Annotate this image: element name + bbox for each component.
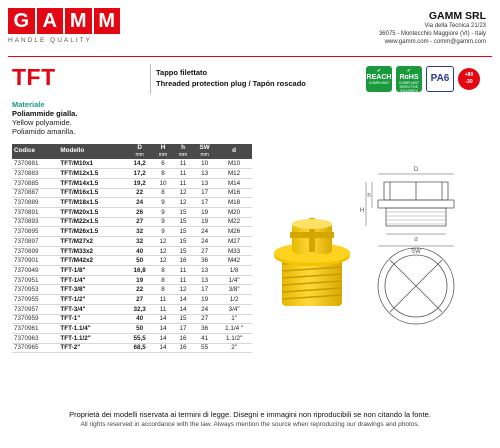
table-cell: 19 xyxy=(193,295,216,305)
table-header-row xyxy=(12,144,252,159)
table-row xyxy=(12,343,252,353)
table-cell: 7370951 xyxy=(12,275,58,285)
table-cell: 68,5 xyxy=(126,343,152,353)
table-cell: TFT/M14x1.5 xyxy=(58,178,126,188)
table-cell: 13 xyxy=(193,275,216,285)
material-en: Yellow polyamide. xyxy=(12,118,72,127)
certification-badges xyxy=(366,66,480,92)
table-cell: TFT-1/2" xyxy=(58,295,126,305)
company-address: Via della Tecnica 21/23 xyxy=(424,23,486,29)
table-cell: M18 xyxy=(216,198,252,208)
table-row xyxy=(12,275,252,285)
table-cell: 15 xyxy=(173,237,193,247)
table-cell: TFT-3/4" xyxy=(58,304,126,314)
table-row xyxy=(12,169,252,179)
table-row xyxy=(12,227,252,237)
table-cell: 17 xyxy=(193,188,216,198)
table-row xyxy=(12,217,252,227)
table-cell: 12 xyxy=(153,256,173,266)
table-cell: 12 xyxy=(173,285,193,295)
table-cell: 7370899 xyxy=(12,246,58,256)
reach-sub: COMPLIANT xyxy=(368,81,390,85)
technical-drawing xyxy=(356,160,476,340)
col-header: SW mm xyxy=(193,144,216,159)
table-row xyxy=(12,237,252,247)
table-cell: 9 xyxy=(153,217,173,227)
table-cell: TFT-1.1/4" xyxy=(58,324,126,334)
table-cell: 17 xyxy=(193,198,216,208)
table-cell: 50 xyxy=(126,324,152,334)
table-cell: 8 xyxy=(153,169,173,179)
table-row xyxy=(12,198,252,208)
table-cell: 14 xyxy=(153,343,173,353)
table-cell: 8 xyxy=(153,188,173,198)
table-cell: 40 xyxy=(126,314,152,324)
table-cell: 11 xyxy=(173,169,193,179)
table-cell: 7370897 xyxy=(12,237,58,247)
table-cell: 22 xyxy=(126,188,152,198)
table-cell: TFT/M20x1.5 xyxy=(58,207,126,217)
check-icon: ✔ xyxy=(376,68,382,74)
table-cell: TFT-1/8" xyxy=(58,266,126,276)
table-cell: 3/8" xyxy=(216,285,252,295)
table-cell: 14 xyxy=(153,314,173,324)
table-cell: 7370883 xyxy=(12,169,58,179)
company-web: www.gamm.com - comm@gamm.com xyxy=(384,39,486,45)
table-cell: 32 xyxy=(126,237,152,247)
logo-tagline: HANDLE QUALITY xyxy=(8,37,92,44)
table-cell: 24 xyxy=(193,227,216,237)
table-cell: 15 xyxy=(173,217,193,227)
table-cell: TFT/M12x1.5 xyxy=(58,169,126,179)
table-cell: 14,2 xyxy=(126,159,152,169)
dim-label-SW: SW xyxy=(411,249,421,255)
table-row xyxy=(12,285,252,295)
logo-letter: M xyxy=(94,8,121,34)
table-cell: 15 xyxy=(173,207,193,217)
table-row xyxy=(12,314,252,324)
table-cell: 7370963 xyxy=(12,333,58,343)
check-icon: ✔ xyxy=(406,68,412,74)
table-cell: 24 xyxy=(126,198,152,208)
header-divider xyxy=(8,56,492,57)
table-cell: 3/4" xyxy=(216,304,252,314)
table-cell: TFT/M10x1 xyxy=(58,159,126,169)
material-badge: PA6 xyxy=(426,66,454,92)
table-row xyxy=(12,304,252,314)
footer-english: All rights reserved in accordance with the law. Always mention the source when reproducing our drawings and photos. xyxy=(80,421,420,428)
table-body xyxy=(12,159,252,353)
table-cell: 7370885 xyxy=(12,178,58,188)
logo-letter: M xyxy=(65,8,92,34)
table-row xyxy=(12,256,252,266)
table-cell: 1/8 xyxy=(216,266,252,276)
table-cell: 24 xyxy=(193,304,216,314)
footer-italian: Proprietà dei modelli riservata ai termini di legge. Disegni e immagini non riproducibili se non citando la fonte. xyxy=(69,410,431,419)
logo-wordmark xyxy=(8,8,120,34)
table-cell: 11 xyxy=(173,266,193,276)
table-cell: 8 xyxy=(153,275,173,285)
table-cell: 26 xyxy=(126,207,152,217)
table-cell: 7370901 xyxy=(12,256,58,266)
dim-label-h: h xyxy=(367,193,371,199)
company-name: GAMM SRL xyxy=(428,10,486,22)
col-header: Codice xyxy=(12,144,58,159)
table-cell: 15 xyxy=(173,227,193,237)
table-cell: TFT-2" xyxy=(58,343,126,353)
table-cell: 1.1/4 " xyxy=(216,324,252,334)
table-cell: 1/4" xyxy=(216,275,252,285)
product-title-it: Tappo filettato xyxy=(156,68,208,77)
table-row xyxy=(12,207,252,217)
table-cell: TFT-1/4" xyxy=(58,275,126,285)
table-cell: TFT/M33x2 xyxy=(58,246,126,256)
table-cell: 27 xyxy=(193,314,216,324)
reach-label: REACH xyxy=(366,74,392,81)
table-cell: M12 xyxy=(216,169,252,179)
table-cell: 9 xyxy=(153,207,173,217)
table-cell: 16 xyxy=(173,256,193,266)
table-row xyxy=(12,295,252,305)
table-cell: 27 xyxy=(126,217,152,227)
table-cell: 32 xyxy=(126,227,152,237)
table-cell: M22 xyxy=(216,217,252,227)
table-cell: TFT/M18x1.5 xyxy=(58,198,126,208)
table-cell: 7370887 xyxy=(12,188,58,198)
table-cell: M16 xyxy=(216,188,252,198)
table-row xyxy=(12,188,252,198)
table-cell: TFT/M26x1.5 xyxy=(58,227,126,237)
table-cell: 1.1/2" xyxy=(216,333,252,343)
table-cell: 7370961 xyxy=(12,324,58,334)
table-cell: 55 xyxy=(193,343,216,353)
table-cell: TFT-1" xyxy=(58,314,126,324)
company-city: 36075 - Montecchio Maggiore (VI) - Italy xyxy=(378,31,486,37)
table-cell: 14 xyxy=(173,304,193,314)
table-cell: 11 xyxy=(173,159,193,169)
table-cell: 8 xyxy=(153,266,173,276)
table-cell: 24 xyxy=(193,237,216,247)
table-cell: M33 xyxy=(216,246,252,256)
table-cell: 14 xyxy=(153,333,173,343)
product-titles xyxy=(156,68,306,89)
logo-letter: A xyxy=(37,8,64,34)
table-cell: 36 xyxy=(193,256,216,266)
table-cell: 16 xyxy=(173,333,193,343)
table-cell: 2" xyxy=(216,343,252,353)
table-cell: TFT-1.1/2" xyxy=(58,333,126,343)
col-header: h mm xyxy=(173,144,193,159)
material-es: Poliamido amarilla. xyxy=(12,127,76,136)
table-cell: 15 xyxy=(173,314,193,324)
table-cell: TFT/M27x2 xyxy=(58,237,126,247)
table-cell: M20 xyxy=(216,207,252,217)
table-cell: 15 xyxy=(173,246,193,256)
table-cell: 16,8 xyxy=(126,266,152,276)
table-row xyxy=(12,178,252,188)
table-cell: 36 xyxy=(193,324,216,334)
table-cell: M26 xyxy=(216,227,252,237)
table-cell: TFT/M22x1.5 xyxy=(58,217,126,227)
table-cell: 40 xyxy=(126,246,152,256)
table-cell: TFT/M16x1.5 xyxy=(58,188,126,198)
table-cell: 13 xyxy=(193,169,216,179)
table-cell: 27 xyxy=(126,295,152,305)
table-cell: 14 xyxy=(173,295,193,305)
table-cell: 11 xyxy=(173,275,193,285)
table-cell: 6 xyxy=(153,159,173,169)
title-divider xyxy=(150,64,151,94)
table-cell: 1/2 xyxy=(216,295,252,305)
dim-label-H: H xyxy=(359,208,365,214)
table-cell: 17 xyxy=(173,324,193,334)
table-cell: 13 xyxy=(193,178,216,188)
dim-label-d: d xyxy=(414,237,418,243)
table-cell: 22 xyxy=(126,285,152,295)
table-cell: 27 xyxy=(193,246,216,256)
table-cell: 19 xyxy=(126,275,152,285)
table-cell: 7370881 xyxy=(12,159,58,169)
table-cell: 19 xyxy=(193,207,216,217)
rohs-sub: COMPLIANT DIRECTIVE 2011/65/EU xyxy=(398,81,420,93)
table-cell: 11 xyxy=(153,304,173,314)
table-cell: 17,2 xyxy=(126,169,152,179)
table-cell: M14 xyxy=(216,178,252,188)
material-heading: Materiale xyxy=(12,100,45,109)
table-row xyxy=(12,266,252,276)
table-cell: M42 xyxy=(216,256,252,266)
table-cell: 41 xyxy=(193,333,216,343)
temp-min: -30 xyxy=(465,79,473,85)
table-cell: 1" xyxy=(216,314,252,324)
product-title-en: Threaded protection plug / Tapón roscado xyxy=(156,78,306,88)
table-cell: 7370959 xyxy=(12,314,58,324)
product-code: TFT xyxy=(12,64,56,90)
table-cell: 8 xyxy=(153,285,173,295)
table-cell: 10 xyxy=(193,159,216,169)
table-cell: M10 xyxy=(216,159,252,169)
table-cell: 7370965 xyxy=(12,343,58,353)
rohs-label: RoHS xyxy=(399,74,419,81)
company-info xyxy=(379,10,486,46)
table-cell: TFT-3/8" xyxy=(58,285,126,295)
reach-badge xyxy=(366,66,392,92)
table-cell: 7370891 xyxy=(12,207,58,217)
gamm-logo xyxy=(8,8,120,44)
table-cell: 13 xyxy=(193,266,216,276)
table-cell: M27 xyxy=(216,237,252,247)
table-cell: 7370957 xyxy=(12,304,58,314)
table-row xyxy=(12,159,252,169)
table-cell: 55,5 xyxy=(126,333,152,343)
material-it: Poliammide gialla. xyxy=(12,109,78,118)
table-cell: 32,3 xyxy=(126,304,152,314)
table-cell: 7370889 xyxy=(12,198,58,208)
material-section xyxy=(12,100,77,136)
table-cell: 10 xyxy=(153,178,173,188)
table-cell: 19 xyxy=(193,217,216,227)
spec-table xyxy=(12,144,252,353)
table-cell: 11 xyxy=(173,178,193,188)
product-photo xyxy=(268,212,356,316)
table-cell: 12 xyxy=(173,198,193,208)
table-cell: 19,2 xyxy=(126,178,152,188)
logo-letter: G xyxy=(8,8,35,34)
table-row xyxy=(12,246,252,256)
table-cell: 9 xyxy=(153,227,173,237)
table-cell: 7370893 xyxy=(12,217,58,227)
table-cell: 12 xyxy=(173,188,193,198)
table-cell: 12 xyxy=(153,246,173,256)
col-header: D mm xyxy=(126,144,152,159)
table-row xyxy=(12,333,252,343)
table-cell: 11 xyxy=(153,295,173,305)
table-cell: 17 xyxy=(193,285,216,295)
table-cell: 50 xyxy=(126,256,152,266)
table-row xyxy=(12,324,252,334)
rohs-badge xyxy=(396,66,422,92)
temp-max: +80 xyxy=(464,72,474,78)
dim-label-D: D xyxy=(413,167,419,173)
temperature-badge xyxy=(458,68,480,90)
col-header: Modello xyxy=(58,144,126,159)
table-cell: 12 xyxy=(153,237,173,247)
table-cell: 14 xyxy=(153,324,173,334)
table-cell: 7370955 xyxy=(12,295,58,305)
table-cell: TFT/M42x2 xyxy=(58,256,126,266)
table-cell: 7370949 xyxy=(12,266,58,276)
table-cell: 7370895 xyxy=(12,227,58,237)
table-cell: 16 xyxy=(173,343,193,353)
table-cell: 7370953 xyxy=(12,285,58,295)
col-header: d xyxy=(216,144,252,159)
table-cell: 9 xyxy=(153,198,173,208)
col-header: H mm xyxy=(153,144,173,159)
